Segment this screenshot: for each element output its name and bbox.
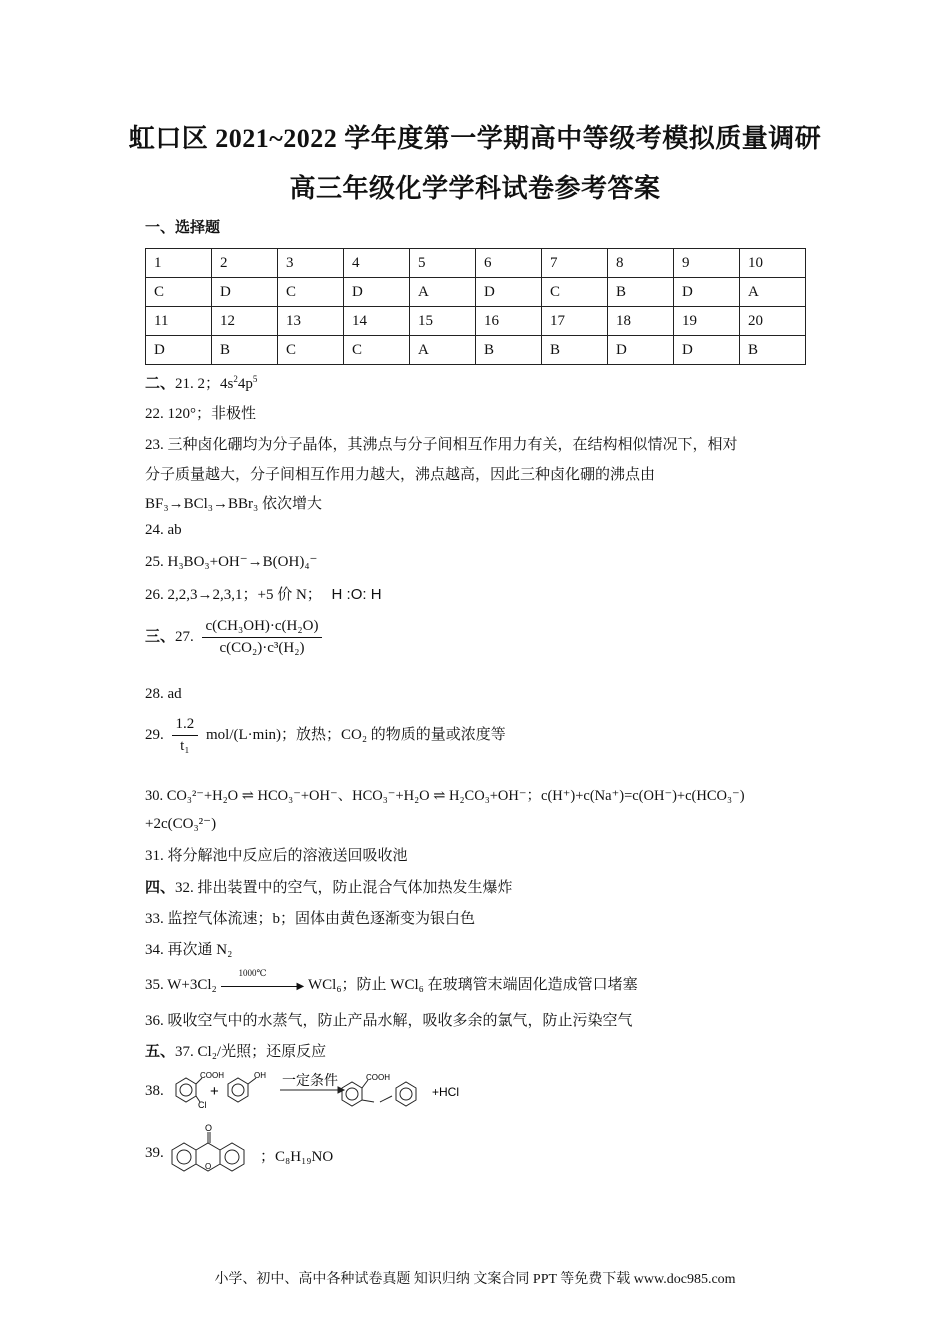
section-5-label: 五、 [145,1044,176,1060]
q37-line: 五、37. Cl₂/光照；还原反应 [145,1044,327,1060]
answer-table-cell: A [409,336,475,365]
q23-line-1: 23. 三种卤化硼均为分子晶体，其沸点与分子间相互作用力有关，在结构相似情况下，相对 [145,437,738,453]
cl-label: Cl [198,1100,207,1110]
q38-label: 38. [145,1083,164,1099]
answer-table-cell: A [739,278,805,307]
answer-table-cell: D [343,278,409,307]
q23-line-3: BF₃→BCl₃→BBr₃ 依次增大 [145,496,322,512]
answer-table-cell: B [541,336,607,365]
answer-table-cell: 10 [739,249,805,278]
answer-table-cell: D [475,278,541,307]
q22-line: 22. 120°；非极性 [145,406,256,422]
answer-table-cell: B [475,336,541,365]
q28-line: 28. ad [145,686,182,702]
oh-label: OH [254,1071,266,1080]
cooh-label-1: COOH [200,1071,224,1080]
answer-table-cell: B [739,336,805,365]
answer-table-cell: 4 [343,249,409,278]
answer-table-cell: A [409,278,475,307]
title-line-1: 虹口区 2021~2022 学年度第一学期高中等级考模拟质量调研 [128,124,822,153]
answer-table-cell: 16 [475,307,541,336]
q34-line: 34. 再次通 N₂ [145,942,233,958]
equilibrium-constant-fraction: $\frac{\text{c(CH₃OH)·c(H₂O)}}{\text{c(CO₂)·c³(H₂)}}$ [202,618,323,657]
answer-table-cell: 15 [409,307,475,336]
answer-table-cell: C [343,336,409,365]
answer-table-row [146,307,806,336]
footer: 小学、初中、高中各种试卷真题 知识归纳 文案合同 PPT 等免费下载 www.doc985.com [214,1272,736,1287]
answer-table-cell: 14 [343,307,409,336]
answer-table-cell: D [673,278,739,307]
q27-line: 三、27. $\frac{\text{c(CH₃OH)·c(H₂O)}}{\text{c(CO₂)·c³(H₂)}}$ [145,618,326,657]
answer-table-cell: 6 [475,249,541,278]
answer-table-cell: 20 [739,307,805,336]
section-4-label: 四、 [145,880,176,896]
q38-reaction-scheme [166,1068,496,1110]
answer-table-row [146,336,806,365]
q25-line: 25. H₃BO₃+OH⁻→B(OH)₄⁻ [145,554,318,570]
answer-table-cell: D [673,336,739,365]
xanthone-structure [168,1120,258,1182]
cooh-label-2: COOH [366,1073,390,1082]
answer-table-cell: C [277,336,343,365]
answer-table-cell: 3 [277,249,343,278]
reaction-arrow: 1000℃ ▶ [221,978,305,994]
ring-o-label: O [205,1162,212,1171]
answer-table-cell: 17 [541,307,607,336]
q33-line: 33. 监控气体流速；b；固体由黄色逐渐变为银白色 [145,911,476,927]
reaction-condition-38: 一定条件 [282,1072,338,1088]
q36-line: 36. 吸收空气中的水蒸气，防止产品水解，吸收多余的氯气，防止污染空气 [145,1013,633,1029]
q39-formula: ；C₈H₁₉NO [260,1149,334,1165]
q24-line: 24. ab [145,522,182,538]
answer-table-cell: D [146,336,212,365]
answer-table-cell: 12 [211,307,277,336]
answer-table [145,248,806,365]
answer-table-cell: 7 [541,249,607,278]
hno2-lewis-structure: H :O: H [331,586,382,603]
q26-line: 26. 2,2,3→2,3,1；+5 价 N； H :O: H [145,586,382,603]
answer-table-cell: B [211,336,277,365]
rate-fraction: $\frac{1.2}{\text{t₁}}$ [172,716,199,755]
q30-line-2: +2c(CO₃²⁻) [145,816,217,832]
answer-table-cell: B [607,278,673,307]
section-3-label: 三、 [145,628,176,645]
answer-table-cell: 13 [277,307,343,336]
q32-line: 四、32. 排出装置中的空气，防止混合气体加热发生爆炸 [145,880,513,896]
q35-line: 35. W+3Cl₂ 1000℃ ▶ WCl₆；防止 WCl₆ 在玻璃管末端固化造成管口堵塞 [145,967,638,993]
reaction-condition: 1000℃ [238,967,267,978]
hcl-label: +HCl [432,1085,460,1099]
answer-table-cell: 18 [607,307,673,336]
title-line-2: 高三年级化学学科试卷参考答案 [289,174,661,203]
q21-line: 二、21. 2；$4s^24p^5$ [145,374,258,392]
answer-table-cell: D [607,336,673,365]
answer-table-cell: C [277,278,343,307]
q31-line: 31. 将分解池中反应后的溶液送回吸收池 [145,848,408,864]
answer-table-cell: C [146,278,212,307]
section-2-label: 二、 [145,376,176,392]
answer-table-row [146,249,806,278]
answer-table-cell: 8 [607,249,673,278]
answer-table-cell: 19 [673,307,739,336]
answer-table-cell: 9 [673,249,739,278]
answer-table-cell: 5 [409,249,475,278]
answer-table-cell: D [211,278,277,307]
q30-line-1: 30. CO₃²⁻+H₂O ⇌ HCO₃⁻+OH⁻、HCO₃⁻+H₂O ⇌ H₂CO₃+OH⁻；c(H⁺)+c(Na⁺)=c(OH⁻)+c(HCO₃⁻) [145,788,745,804]
carbonyl-o-label: O [205,1123,213,1133]
answer-table-cell: 11 [146,307,212,336]
q29-line: 29. $\frac{1.2}{\text{t₁}}$ mol/(L·min)；放热；CO₂ 的物质的量或浓度等 [145,716,506,754]
section-choice-heading: 一、选择题 [145,220,221,236]
plus-sign: + [210,1083,219,1100]
answer-table-cell: 1 [146,249,212,278]
q23-line-2: 分子质量越大，分子间相互作用力越大，沸点越高，因此三种卤化硼的沸点由 [145,467,656,483]
answer-table-cell: 2 [211,249,277,278]
answer-table-row [146,278,806,307]
answer-table-cell: C [541,278,607,307]
q39-label: 39. [145,1145,164,1161]
